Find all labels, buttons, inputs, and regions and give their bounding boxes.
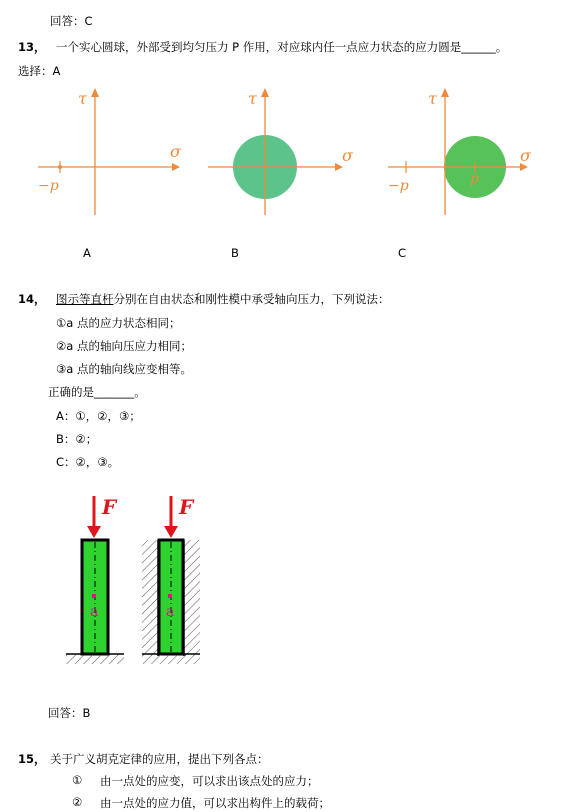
minus-p-label: −p (38, 178, 59, 194)
tau-label: τ (428, 89, 437, 108)
option-a: A：①，②，③； (56, 409, 141, 423)
question-number-14: 14， (18, 292, 46, 306)
point-1-text: 由一点处的应变，可以求出该点处的应力； (100, 774, 319, 788)
point-2-text: 由一点处的应力值，可以求出构件上的载荷； (100, 796, 330, 810)
mold-wall-right (184, 540, 200, 656)
force-arrowhead-icon (164, 526, 178, 538)
point-a-mold (168, 594, 172, 598)
answer-q12: 回答：C (50, 14, 93, 28)
choice-q13: 选择：A (18, 64, 61, 78)
sigma-arrow-icon (172, 163, 180, 171)
question-text-14 (56, 291, 390, 307)
point-1-number: ① (72, 773, 83, 787)
question-number-15: 15， (18, 752, 46, 766)
point-a-label-mold: a (166, 604, 175, 620)
point-a-free (92, 594, 96, 598)
tau-arrow-icon (261, 88, 269, 97)
p-label: p (470, 171, 479, 187)
answer-q14: 回答：B (48, 706, 91, 720)
question-text-14-rest: 分别在自由状态和刚性模中承受轴向压力，下列说法： (113, 292, 390, 306)
statement-2: ②a 点的轴向压应力相同； (56, 339, 193, 353)
statement-3: ③a 点的轴向线应变相等。 (56, 362, 193, 376)
question-number-13: 13， (18, 40, 46, 54)
tau-arrow-icon (441, 88, 449, 97)
ground-mold (142, 654, 200, 664)
sigma-label: σ (170, 142, 181, 161)
tau-label: τ (248, 89, 257, 108)
tau-arrow-icon (91, 88, 99, 97)
point-2-number: ② (72, 795, 83, 809)
force-label-mold: F (179, 495, 194, 519)
diagram-b-label: B (231, 246, 239, 260)
sigma-label: σ (342, 146, 353, 165)
tau-label: τ (78, 89, 87, 108)
mold-wall-left (142, 540, 158, 656)
question-text-15: 关于广义胡克定律的应用，提出下列各点： (50, 752, 269, 766)
rod-figure (60, 492, 220, 670)
rod-figure-link[interactable]: 图示等直杆 (56, 292, 114, 306)
force-label-free: F (102, 495, 117, 519)
correct-prompt: 正确的是_______。 (48, 385, 146, 399)
point-a-label-free: a (90, 604, 99, 620)
force-arrowhead-icon (87, 526, 101, 538)
sigma-label: σ (520, 146, 531, 165)
diagram-c-label: C (398, 246, 407, 260)
option-c: C：②，③。 (56, 455, 120, 469)
point-minus-p (58, 165, 62, 169)
stress-circle-diagram-a (30, 85, 190, 220)
ground-free (66, 654, 124, 664)
minus-p-label: −p (388, 178, 409, 194)
option-b: B：②； (56, 432, 98, 446)
statement-1: ①a 点的应力状态相同； (56, 316, 181, 330)
stress-circle-diagram-b (200, 85, 370, 220)
stress-circle-diagram-c (380, 85, 555, 220)
diagram-a-label: A (83, 246, 91, 260)
question-text-13: 一个实心圆球，外部受到均匀压力 P 作用，对应球内任一点应力状态的应力圆是______。 (56, 40, 508, 54)
